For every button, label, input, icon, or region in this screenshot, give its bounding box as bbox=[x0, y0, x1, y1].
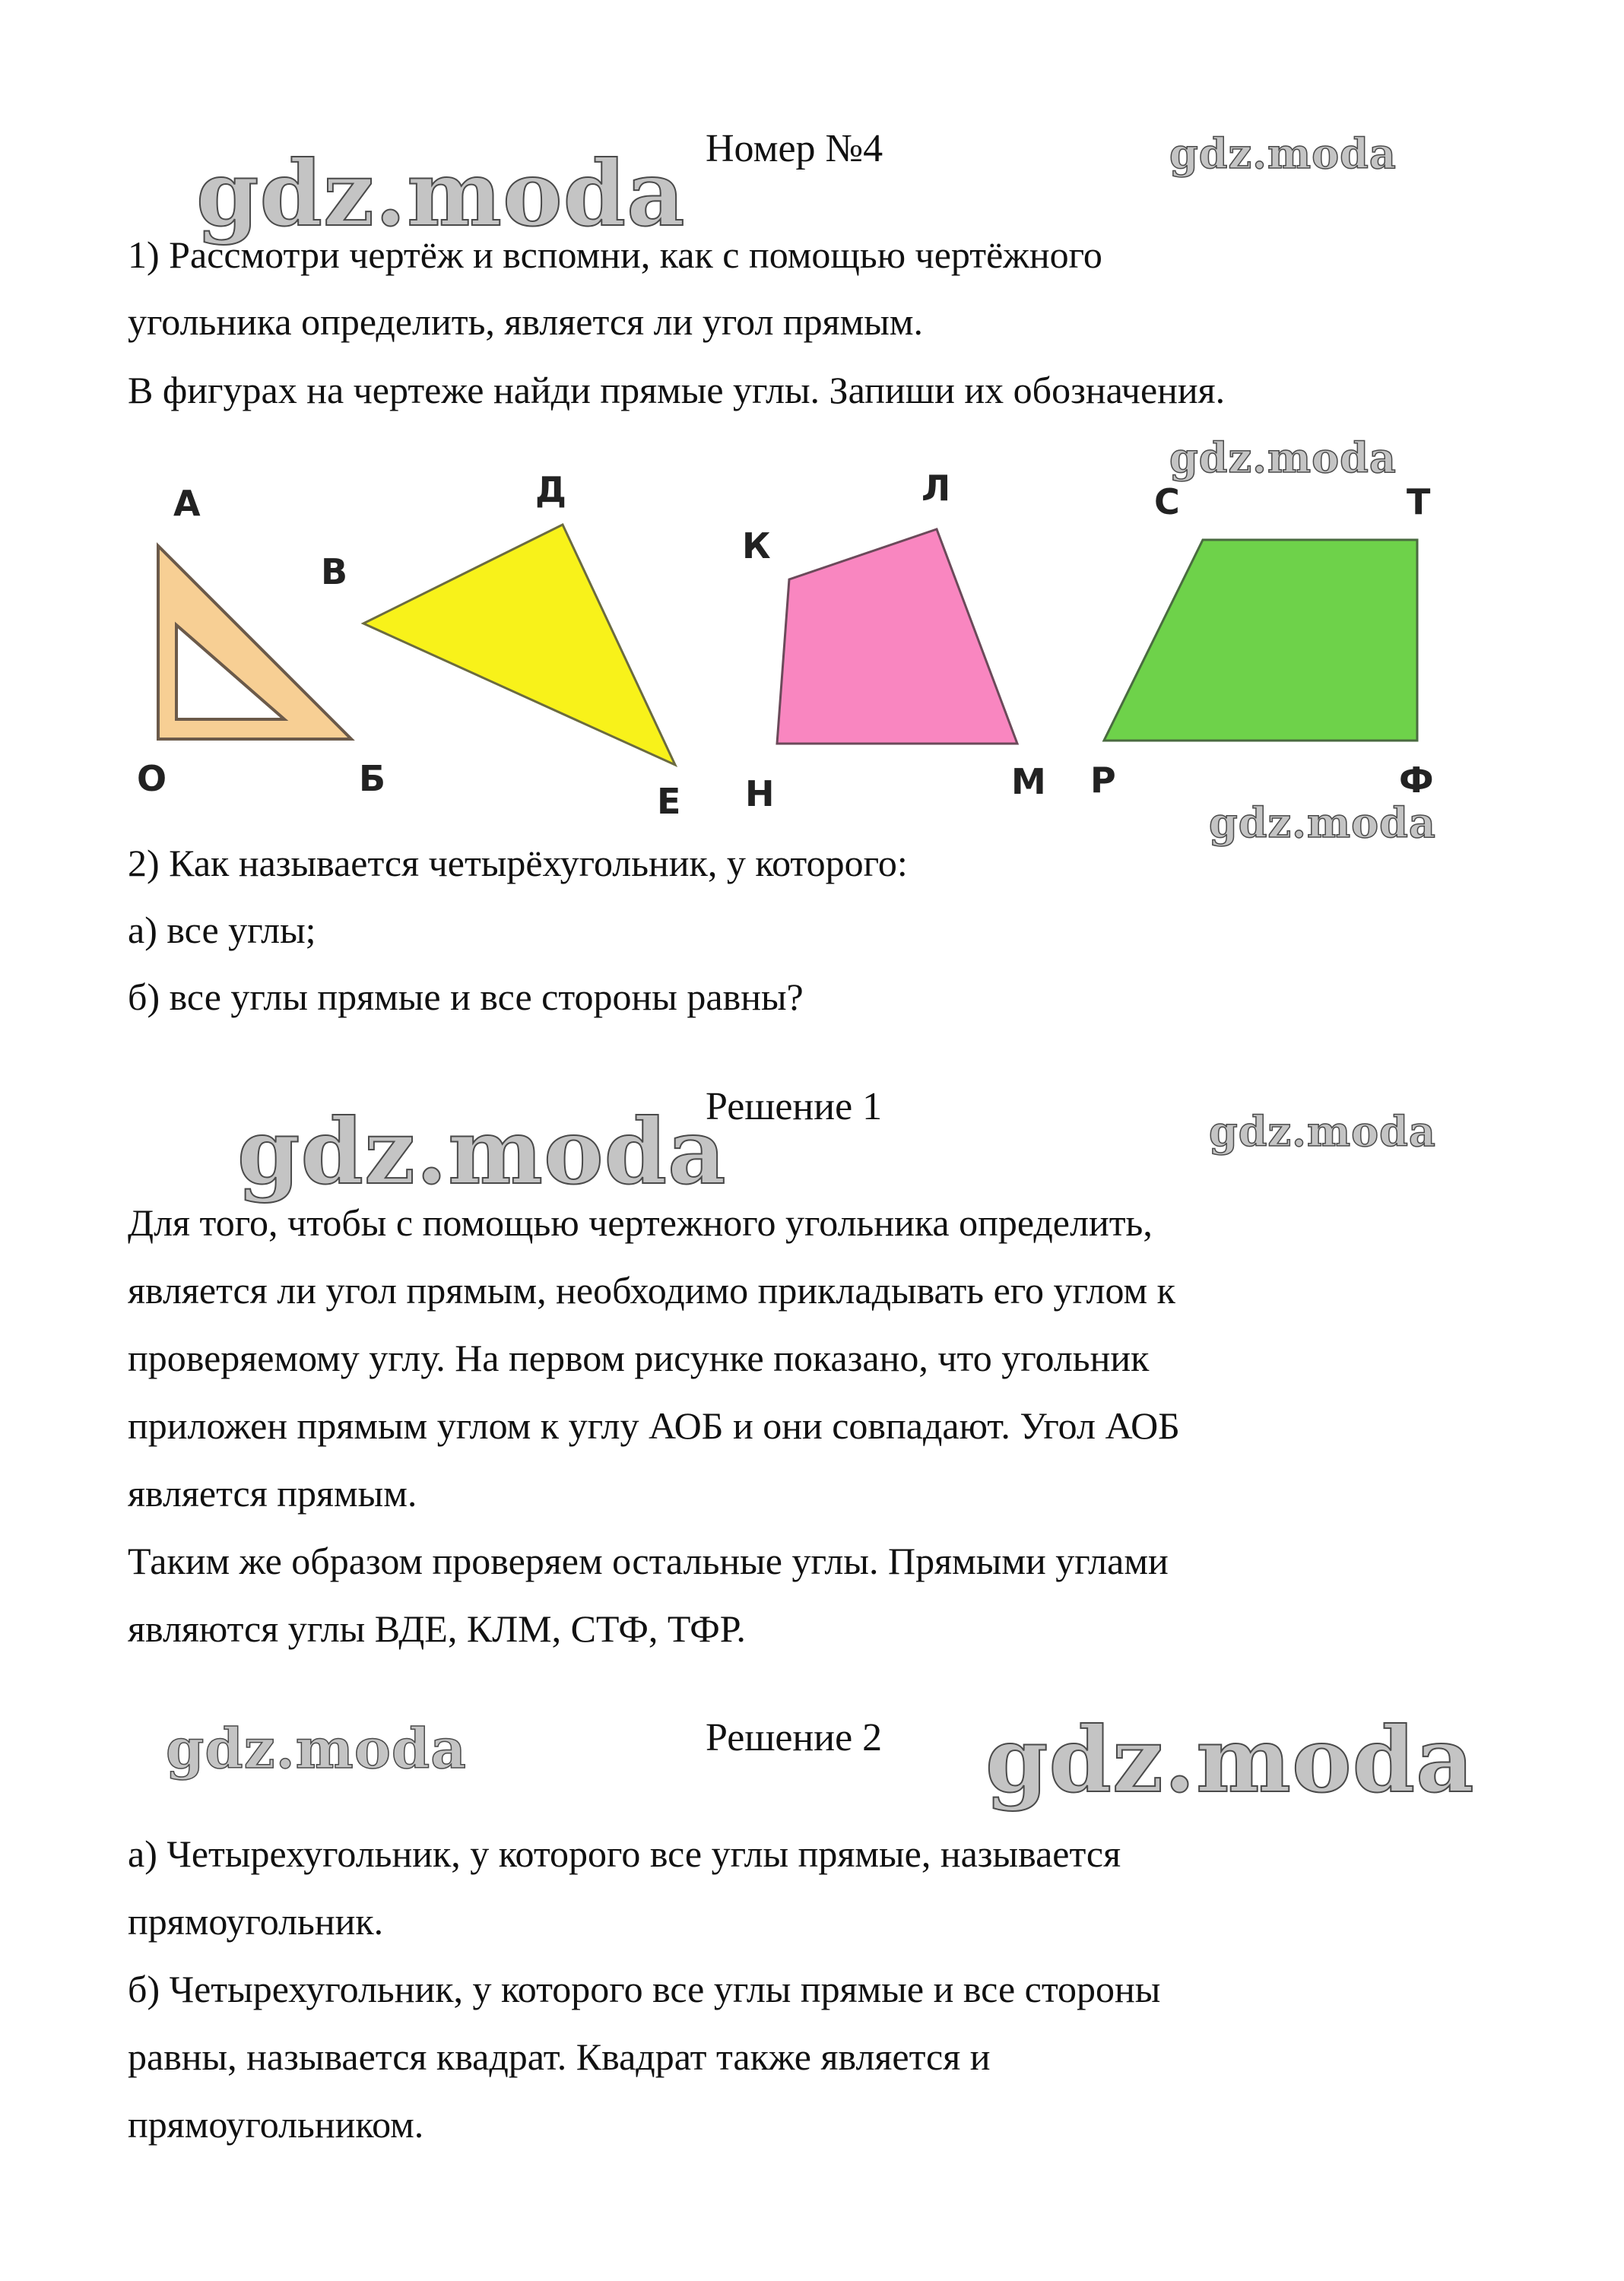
solution-1-title: Решение 1 bbox=[706, 1085, 883, 1128]
solution-1-line: являются углы ВДЕ, КЛМ, СТФ, ТФР. bbox=[128, 1607, 746, 1650]
vertex-label-v: В bbox=[321, 551, 348, 592]
solution-1-line: Таким же образом проверяем остальные углы. Прямыми углами bbox=[128, 1540, 1169, 1582]
page-title: Номер №4 bbox=[706, 127, 883, 170]
watermark: gdz.moda bbox=[237, 1099, 727, 1204]
solution-1-line: Для того, чтобы с помощью чертежного угольника определить, bbox=[128, 1201, 1153, 1244]
solution-1-line: является ли угол прямым, необходимо прикладывать его углом к bbox=[128, 1269, 1175, 1312]
watermark: gdz.moda bbox=[985, 1707, 1475, 1813]
solution-2-title: Решение 2 bbox=[706, 1716, 883, 1759]
triangle-vde bbox=[363, 525, 675, 765]
question-line: 2) Как называется четырёхугольник, у которого: bbox=[128, 842, 908, 884]
solution-2-line: б) Четырехугольник, у которого все углы прямые и все стороны bbox=[128, 1968, 1161, 2010]
solution-1-line: приложен прямым углом к углу АОБ и они совпадают. Угол АОБ bbox=[128, 1404, 1180, 1447]
quadrilateral-klmn-figure bbox=[742, 468, 1046, 814]
watermark: gdz.moda bbox=[1209, 1107, 1436, 1156]
watermark: gdz.moda bbox=[1209, 798, 1436, 847]
question-line: б) все углы прямые и все стороны равны? bbox=[128, 976, 804, 1018]
task-line: 1) Рассмотри чертёж и вспомни, как с помощью чертёжного bbox=[128, 233, 1102, 276]
solution-2-line: прямоугольник. bbox=[128, 1900, 384, 1943]
set-square-figure bbox=[137, 483, 385, 799]
trapezoid-ctfr bbox=[1104, 540, 1417, 741]
geometry-figures bbox=[114, 456, 1483, 836]
vertex-label-d: Д bbox=[535, 469, 566, 510]
vertex-label-t: Т bbox=[1407, 481, 1431, 522]
vertex-label-r: Р bbox=[1090, 760, 1116, 801]
vertex-label-b6: Б bbox=[359, 758, 386, 799]
solution-1-line: проверяемому углу. На первом рисунке показано, что угольник bbox=[128, 1337, 1150, 1379]
vertex-label-l: Л bbox=[921, 468, 951, 509]
quadrilateral-klmn bbox=[777, 529, 1017, 744]
solution-2-line: прямоугольником. bbox=[128, 2103, 424, 2146]
task-line: В фигурах на чертеже найди прямые углы. Запиши их обозначения. bbox=[128, 369, 1226, 411]
vertex-label-a: А bbox=[173, 483, 201, 524]
watermark: gdz.moda bbox=[196, 141, 686, 246]
watermark: gdz.moda bbox=[1169, 129, 1397, 178]
vertex-label-c: С bbox=[1154, 481, 1180, 522]
watermark: gdz.moda bbox=[1169, 433, 1397, 482]
solution-1-line: является прямым. bbox=[128, 1472, 417, 1515]
vertex-label-m: М bbox=[1011, 761, 1046, 802]
question-line: а) все углы; bbox=[128, 909, 316, 951]
vertex-label-n: Н bbox=[745, 773, 775, 814]
watermark: gdz.moda bbox=[166, 1716, 467, 1781]
trapezoid-ctfr-figure bbox=[1090, 481, 1434, 801]
solution-2-line: а) Четырехугольник, у которого все углы прямые, называется bbox=[128, 1832, 1121, 1875]
vertex-label-f: Ф bbox=[1399, 760, 1434, 801]
solution-2-line: равны, называется квадрат. Квадрат также является и bbox=[128, 2035, 991, 2078]
vertex-label-e: Е bbox=[657, 781, 681, 822]
vertex-label-k: К bbox=[742, 525, 771, 566]
task-line: угольника определить, является ли угол прямым. bbox=[128, 300, 924, 343]
vertex-label-o: О bbox=[137, 758, 167, 799]
